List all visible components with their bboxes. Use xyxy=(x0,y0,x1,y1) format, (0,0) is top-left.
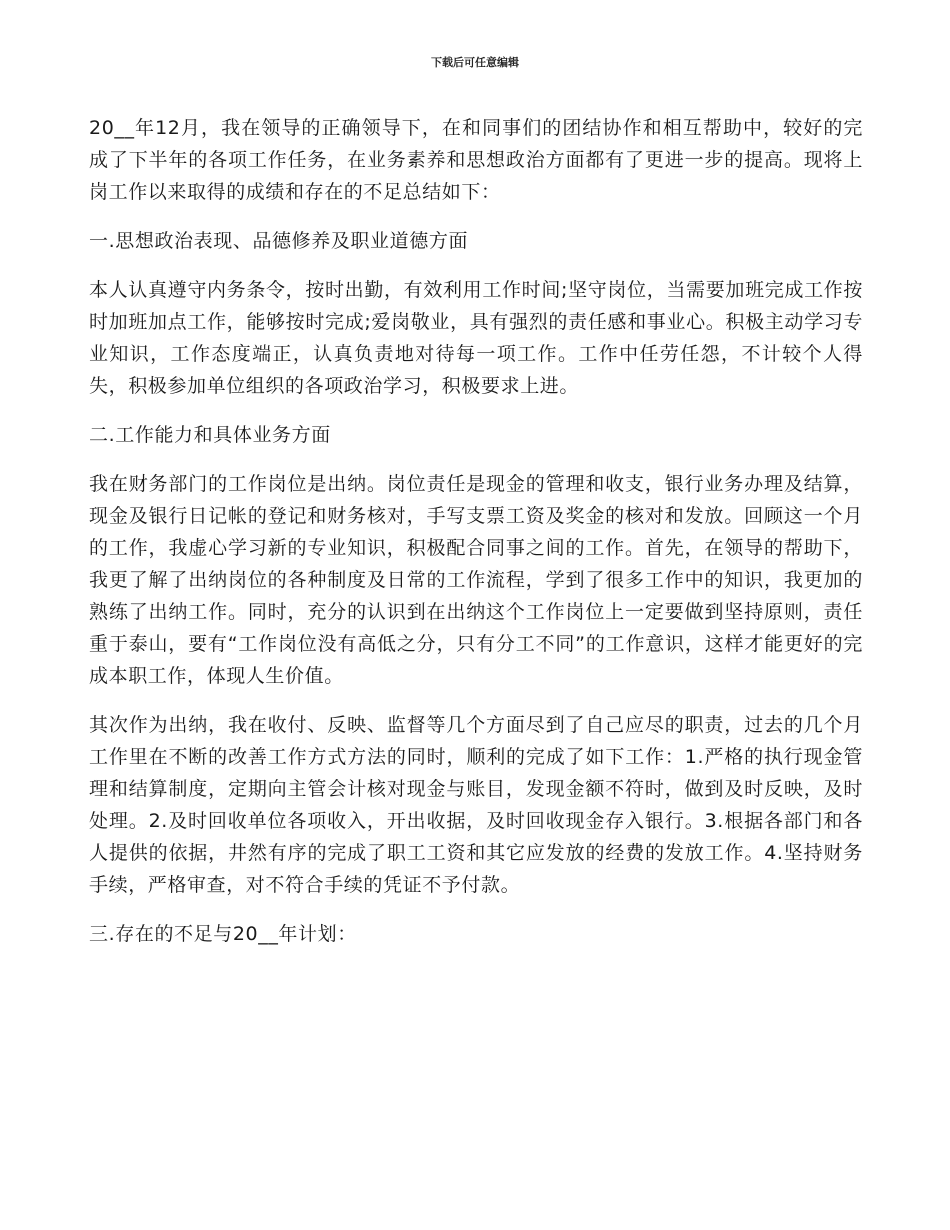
section-2-paragraph-2: 其次作为出纳，我在收付、反映、监督等几个方面尽到了自己应尽的职责，过去的几个月工作里在不断的改善工作方式方法的同时，顺利的完成了如下工作：1.严格的执行现金管理和结算制度，定期向主管会计核对现金与账目，发现金额不符时，做到及时反映，及时处理。2.及时回收单位各项收入，开出收据，及时回收现金存入银行。3.根据各部门和各人提供的依据，井然有序的完成了职工工资和其它应发放的经费的发放工作。4.坚持财务手续，严格审查，对不符合手续的凭证不予付款。 xyxy=(89,714,863,896)
document-body xyxy=(89,112,863,967)
section-2-paragraph-1: 我在财务部门的工作岗位是出纳。岗位责任是现金的管理和收支，银行业务办理及结算，现金及银行日记帐的登记和财务核对，手写支票工资及奖金的核对和发放。回顾这一个月的工作，我虚心学习新的专业知识，积极配合同事之间的工作。首先，在领导的帮助下，我更了解了出纳岗位的各种制度及日常的工作流程，学到了很多工作中的知识，我更加的熟练了出纳工作。同时，充分的认识到在出纳这个工作岗位上一定要做到坚持原则，责任重于泰山，要有“工作岗位没有高低之分，只有分工不同”的工作意识，这样才能更好的完成本职工作，体现人生价值。 xyxy=(89,473,863,687)
section-heading-2: 二.工作能力和具体业务方面 xyxy=(89,424,331,446)
section-heading-1: 一.思想政治表现、品德修养及职业道德方面 xyxy=(89,230,469,252)
section-1-paragraph: 本人认真遵守内务条令，按时出勤，有效利用工作时间;坚守岗位，当需要加班完成工作按时加班加点工作，能够按时完成;爱岗敬业，具有强烈的责任感和事业心。积极主动学习专业知识，工作态度端正，认真负责地对待每一项工作。工作中任劳任怨，不计较个人得失，积极参加单位组织的各项政治学习，积极要求上进。 xyxy=(89,279,863,397)
intro-paragraph: 20__年12月，我在领导的正确领导下，在和同事们的团结协作和相互帮助中，较好的完成了下半年的各项工作任务，在业务素养和思想政治方面都有了更进一步的提高。现将上岗工作以来取得的成绩和存在的不足总结如下： xyxy=(89,117,863,203)
section-heading-3: 三.存在的不足与20__年计划： xyxy=(89,923,357,945)
page-header-note: 下载后可任意编辑 xyxy=(431,56,519,69)
